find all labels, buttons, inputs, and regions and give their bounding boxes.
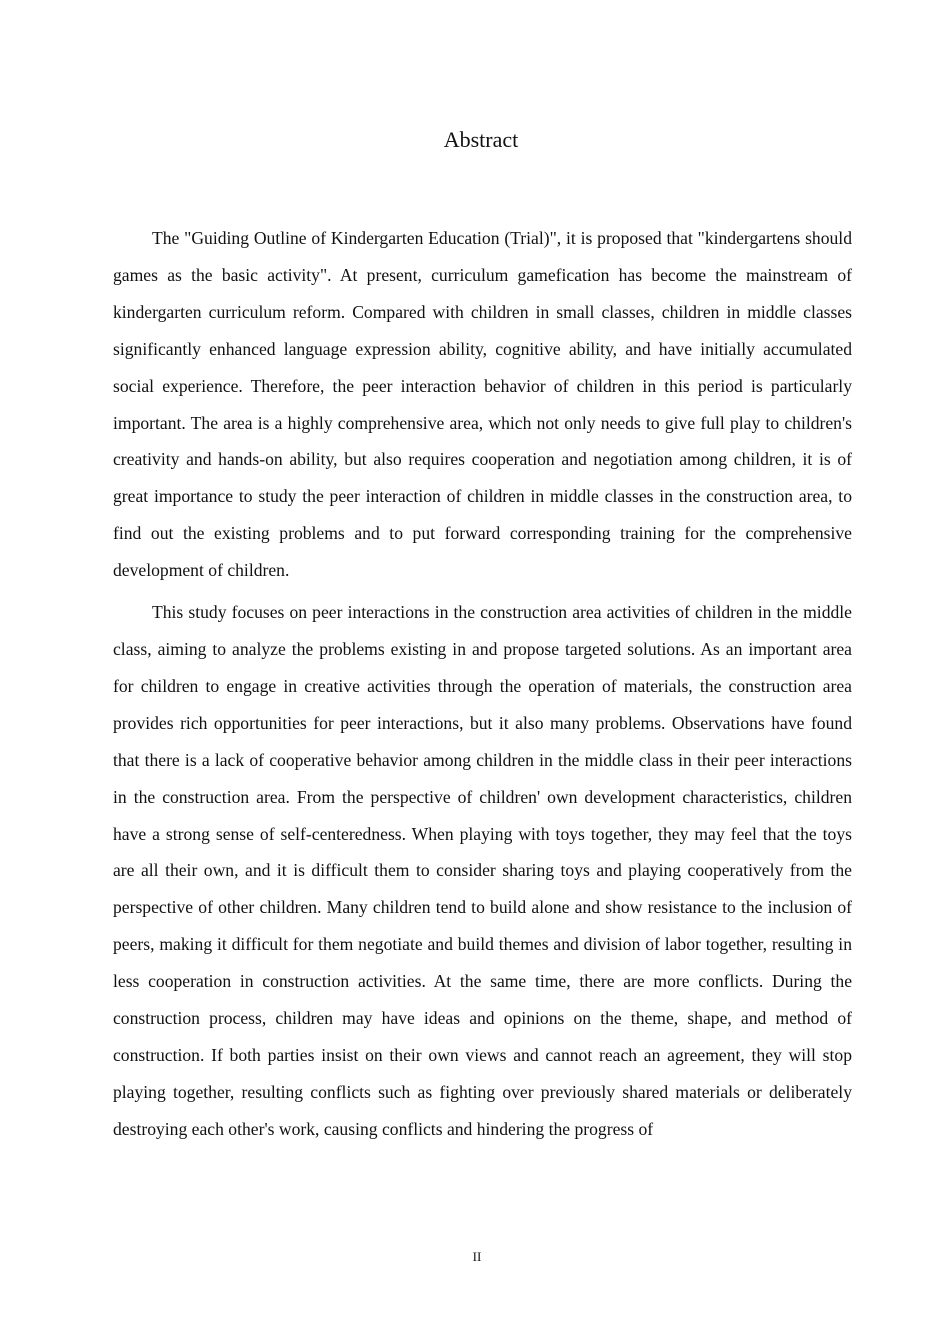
- abstract-body: [113, 220, 852, 1153]
- abstract-paragraph-2: This study focuses on peer interactions in the construction area activities of children in the middle class, aiming to analyze the problems existing in and propose targeted solutions. As an important area for children to engage in creative activities through the operation of materials, the construction area provides rich opportunities for peer interactions, but it also many problems. Observations have found that there is a lack of cooperative behavior among children in the middle class in their peer interactions in the construction area. From the perspective of children' own development characteristics, children have a strong sense of self-centeredness. When playing with toys together, they may feel that the toys are all their own, and it is difficult them to consider sharing toys and playing cooperatively from the perspective of other children. Many children tend to build alone and show resistance to the inclusion of peers, making it difficult for them negotiate and build themes and division of labor together, resulting in less cooperation in construction activities. At the same time, there are more conflicts. During the construction process, children may have ideas and opinions on the theme, shape, and method of construction. If both parties insist on their own views and cannot reach an agreement, they will stop playing together, resulting conflicts such as fighting over previously shared materials or deliberately destroying each other's work, causing conflicts and hindering the progress of: [113, 602, 852, 1139]
- page-number: II: [472, 1249, 482, 1264]
- page-title: Abstract: [443, 127, 519, 152]
- abstract-paragraph-1: The "Guiding Outline of Kindergarten Education (Trial)", it is proposed that "kindergartens should games as the basic activity". At present, curriculum gamefication has become the mainstream of kindergarten curriculum reform. Compared with children in small classes, children in middle classes significantly enhanced language expression ability, cognitive ability, and have initially accumulated social experience. Therefore, the peer interaction behavior of children in this period is particularly important. The area is a highly comprehensive area, which not only needs to give full play to children's creativity and hands-on ability, but also requires cooperation and negotiation among children, it is of great importance to study the peer interaction of children in middle classes in the construction area, to find out the existing problems and to put forward corresponding training for the comprehensive development of children.: [113, 228, 852, 581]
